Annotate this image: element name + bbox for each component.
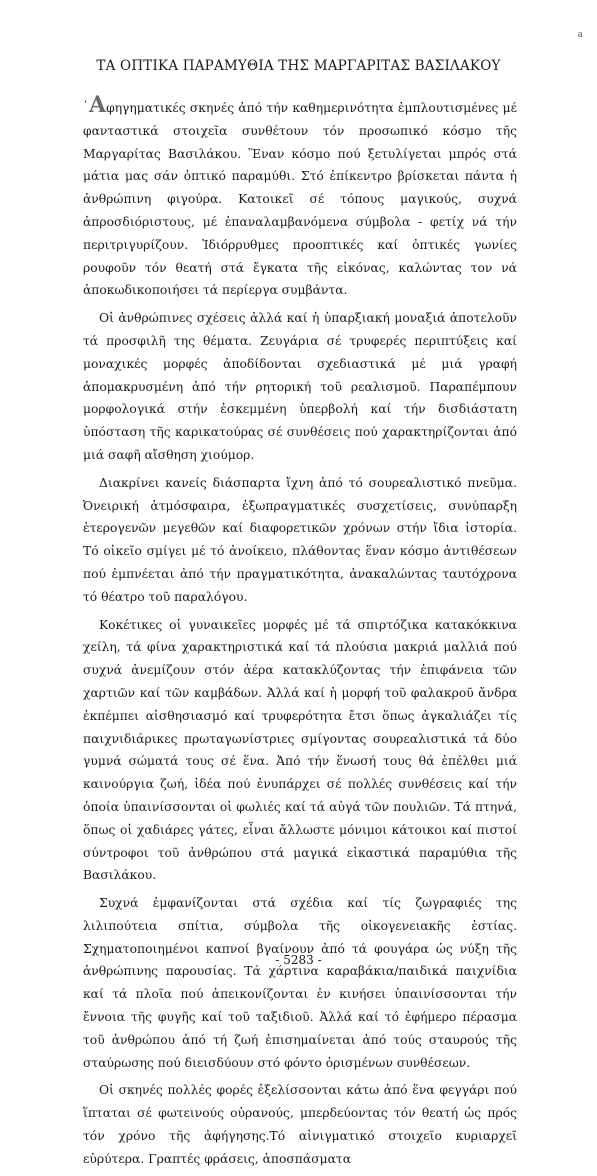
paragraph-2: Οἱ ἀνθρώπινες σχέσεις ἀλλά καί ἡ ὑπαρξιακή μοναξιά ἀποτελοῦν τά προσφιλῆ της θέματα. Ζευγάρια σέ τρυφερές περιπτύξεις καί μοναχικές μορφές ἀποδίδονται σχεδιαστικά μέ μιά γραφή ἀπομακρυσμένη ἀπό τήν ρητορική τοῦ ρεαλισμοῦ. Παραπέμπουν μορφολογικά στήν ἐσκεμμένη ὑπερβολή καί τήν δισδιάστατη ὑπόσταση τῆς καρικατούρας σέ συνθέσεις πού χαρακτηρίζονται ἀπό μιά σαφῆ αἴσθηση χιούμορ. [83, 311, 517, 462]
drop-cap: Α [89, 92, 107, 118]
paragraph-3: Διακρίνει κανείς διάσπαρτα ἴχνη ἀπό τό σουρεαλιστικό πνεῦμα. Ὀνειρική ἀτμόσφαιρα, ἐξωπραγματικές συσχετίσεις, συνύπαρξη ἑτερογενῶν μεγεθῶν καί διαφορετικῶν χρόνων στήν ἴδια ἱστορία. Τό οἰκεῖο σμίγει μέ τό ἀνοίκειο, πλάθοντας ἕναν κόσμο ἀντιθέσεων πού ἐμπνέεται ἀπό τήν πραγματικότητα, ἀνακαλώντας ταυτόχρονα τό θέατρο τοῦ παραλόγου. [83, 475, 517, 604]
page-title: ΤΑ ΟΠΤΙΚΑ ΠΑΡΑΜΥΘΙΑ ΤΗΣ ΜΑΡΓΑΡΙΤΑΣ ΒΑΣΙΛΑΚΟΥ [96, 58, 501, 74]
paragraph-1 [83, 92, 517, 302]
corner-mark: a [577, 30, 583, 40]
paragraph-1-text: φηγηματικές σκηνές ἀπό τήν καθημερινότητα ἐμπλουτισμένες μέ φανταστικά στοιχεῖα συνθέτουν τόν προσωπικό κόσμο τῆς Μαργαρίτας Βασιλάκου. Ἕναν κόσμο πού ξετυλίγεται μπρός στά μάτια μας σάν ὀπτικό παραμύθι. Στό ἐπίκεντρο βρίσκεται πάντα ἡ ἀνθρώπινη φιγούρα. Κατοικεῖ σέ τόπους μαγικούς, συχνά ἀπροσδιόριστους, μέ ἐπαναλαμβανόμενα σύμβολα - φετίχ νά τήν περιτριγυρίζουν. Ἰδιόρρυθμες προοπτικές καί ὀπτικές γωνίες ρουφοῦν τόν θεατή στά ἔγκατα τῆς εἰκόνας, καλώντας τον νά ἀποκωδικοποιήσει τά περίεργα συμβάντα. [83, 101, 517, 298]
paragraph-5: Συχνά ἐμφανίζονται στά σχέδια καί τίς ζωγραφιές της λιλιπούτεια σπίτια, σύμβολα τῆς οἰκογενειακῆς ἑστίας. Σχηματοποιημένοι καπνοί βγαίνουν ἀπό τά φουγάρα ὡς νύξη τῆς ἀνθρώπινης παρουσίας. Τά χάρτινα καραβάκια/παιδικά παιχνίδια καί τά πλοῖα πού ἀπεικονίζονται ἐν κινήσει ὑπαινίσσονται τήν ἔννοια τῆς φυγῆς καί τοῦ ταξιδιοῦ. Ἀλλά καί τό ἐφήμερο πέρασμα τοῦ ἀνθρώπου ἀπό τή ζωή ἐπισημαίνεται ἀπό τούς σταυρούς τῆς σταύρωσης πού διεισδύουν στό φόντο ὁρισμένων συνθέσεων. [83, 896, 517, 1070]
page-number: - 5283 - [275, 953, 322, 967]
article-body [83, 92, 517, 1176]
paragraph-6: Οἱ σκηνές πολλές φορές ἐξελίσσονται κάτω ἀπό ἕνα φεγγάρι πού ἵπταται σέ φωτεινούς οὐρανούς, μπερδεύοντας τόν θεατή ὡς πρός τόν χρόνο τῆς ἀφήγησης.Τό αἰνιγματικό στοιχεῖο κυριαρχεῖ εὐρύτερα. Γραπτές φράσεις, ἀποσπάσματα [83, 1083, 517, 1166]
paragraph-4: Κοκέτικες οἱ γυναικεῖες μορφές μέ τά σπιρτόζικα κατακόκκινα χείλη, τά φίνα χαρακτηριστικά καί τά πλούσια μακριά μαλλιά πού συχνά ἀνεμίζουν στόν ἀέρα κατακλύζοντας τήν ἐπιφάνεια τῶν χαρτιῶν καί τῶν καμβάδων. Ἀλλά καί ἡ μορφή τοῦ φαλακροῦ ἄνδρα ἐκπέμπει αἰσθησιασμό καί τρυφερότητα ἔτσι ὅπως ἀγκαλιάζει τίς παιχνιδιάρικες πρωταγωνίστριες σμίγοντας σουρεαλιστικά τά δύο γυμνά σώματά τους σέ ἕνα. Ἀπό τήν ἕνωσή τους θά ἐπέλθει μιά καινούργια ζωή, ἰδέα πού ἐνυπάρχει σέ πολλές συνθέσεις καί τήν ὁποία ὑπαινίσσονται οἱ φωλιές καί τά αὐγά τῶν πουλιῶν. Τά πτηνά, ὅπως οἱ χαδιάρες γάτες, εἶναι ἄλλωστε μόνιμοι κάτοικοι καί πιστοί σύντροφοι τοῦ ἀνθρώπου στά μαγικά εἰκαστικά παραμύθια τῆς Βασιλάκου. [83, 617, 517, 883]
breathing-mark: ῾ [83, 101, 88, 112]
